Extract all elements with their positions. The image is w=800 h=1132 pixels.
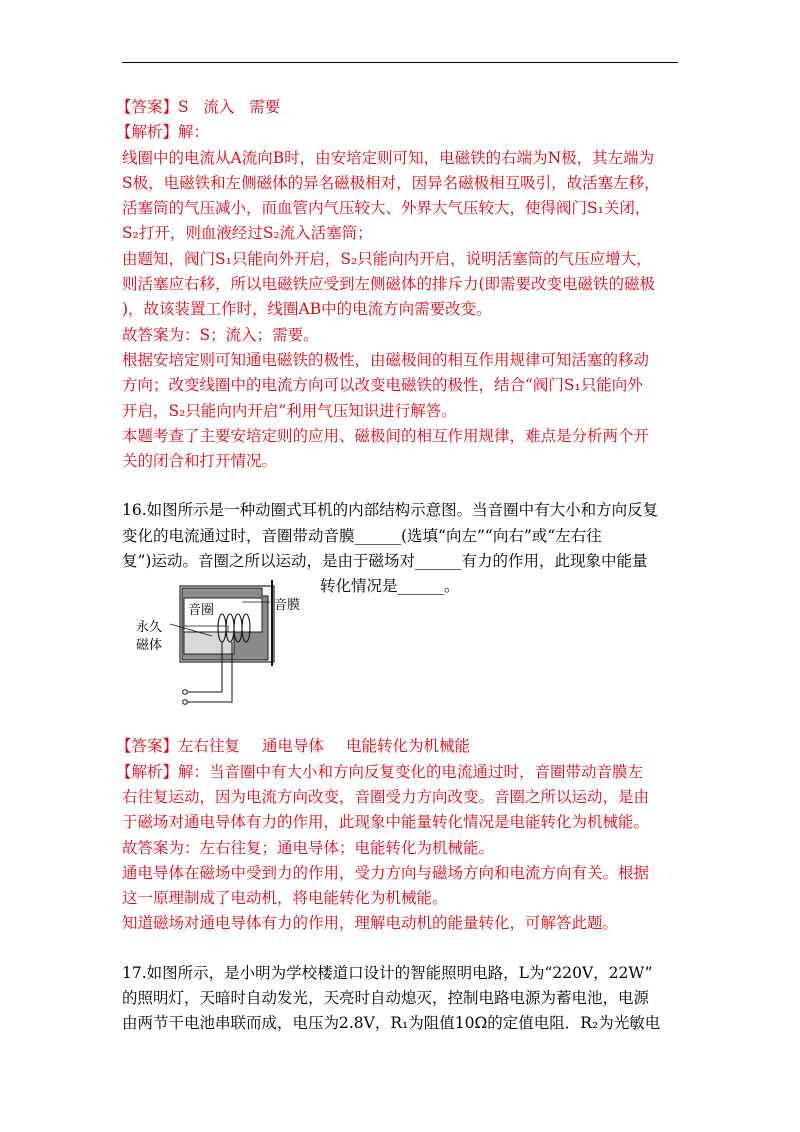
q15-analysis-line: 本题考查了主要安培定则的应用、磁极间的相互作用规律，难点是分析两个开 — [122, 426, 650, 445]
q17-question-line: 17.如图所示，是小明为学校楼道口设计的智能照明电路，L为“220V，22W” — [122, 963, 653, 982]
answer-tag: 【答案】 — [116, 98, 179, 116]
q17-question-line: 由两节干电池串联而成，电压为2.8V，R₁为阻值10Ω的定值电阻．R₂为光敏电 — [122, 1014, 661, 1033]
q16-analysis-line: 这一原理制成了电动机，将电能转化为机械能。 — [122, 889, 448, 908]
q15-analysis-line: 线圈中的电流从A流向B时，由安培定则可知，电磁铁的右端为N极，其左端为 — [122, 148, 655, 167]
q15-analysis-line: 关的闭合和打开情况。 — [122, 452, 278, 471]
q16-answer-line — [116, 734, 682, 759]
q15-analysis-line: S极，电磁铁和左侧磁体的异名磁极相对，因异名磁极相互吸引，故活塞左移， — [122, 173, 660, 192]
q16-analysis-line: 解：当音圈中有大小和方向反复变化的电流通过时，音圈带动音膜左 — [178, 762, 644, 781]
q16-answer-1: 左右往复 — [178, 737, 241, 756]
q15-analysis-line: 由题知，阀门S₁只能向外开启，S₂只能向内开启，说明活塞筒的气压应增大， — [122, 249, 652, 268]
q16-answer-2: 通电导体 — [262, 737, 325, 756]
q15-analysis-line: )，故该装置工作时，线圈AB中的电流方向需要改变。 — [122, 300, 492, 319]
answer-tag: 【答案】 — [116, 737, 179, 756]
q16-figure-row — [122, 574, 682, 734]
q15-answer-line — [116, 95, 682, 120]
q16-analysis-line: 右往复运动，因为电流方向改变，音圈受力方向改变。音圈之所以运动，是由 — [122, 787, 650, 806]
q17-question-line: 的照明灯，天暗时自动发光，天亮时自动熄灭，控制电路电源为蓄电池，电源 — [122, 989, 650, 1008]
q16-question-line: 变化的电流通过时，音圈带动音膜______(选填“向左”“向右”或“左右往 — [122, 526, 602, 545]
q16-analysis-line: 通电导体在磁场中受到力的作用，受力方向与磁场方向和电流方向有关。根据 — [122, 863, 650, 882]
q15-analysis-line: 活塞筒的气压减小，而血管内气压较大、外界大气压较大，使得阀门S₁关闭， — [122, 199, 651, 218]
analysis-tag: 【解析】 — [116, 123, 179, 142]
magnet-label-2: 磁体 — [136, 638, 163, 654]
membrane-label: 音膜 — [274, 598, 301, 614]
q15-analysis-line: 故答案为：S；流入；需要。 — [122, 325, 319, 344]
q16-question-line: 16.如图所示是一种动圈式耳机的内部结构示意图。当音圈中有大小和方向反复 — [122, 501, 659, 520]
q15-analysis-line: 解： — [178, 123, 210, 142]
q16-question-tail: 转化情况是______。 — [320, 577, 460, 596]
q15-analysis-line: 开启，S₂只能向内开启”利用气压知识进行解答。 — [122, 401, 457, 420]
q15-analysis-line: 则活塞应右移，所以电磁铁应受到左侧磁体的排斥力(即需要改变电磁铁的磁极 — [122, 275, 656, 294]
q16-analysis-line: 知道磁场对通电导体有力的作用，理解电动机的能量转化，可解答此题。 — [122, 914, 619, 933]
q16-question-line: 复”)运动。音圈之所以运动，是由于磁场对______有力的作用，此现象中能量 — [122, 552, 648, 571]
q15-answer: S 流入 需要 — [178, 98, 281, 116]
q16-analysis-line: 故答案为：左右往复；通电导体；电能转化为机械能。 — [122, 838, 495, 857]
q15-analysis-line: 根据安培定则可知通电磁铁的极性，由磁极间的相互作用规律可知活塞的移动 — [122, 350, 650, 369]
q15-analysis-head — [116, 120, 682, 145]
magnet-label-1: 永久 — [136, 620, 163, 636]
q16-answer-3: 电能转化为机械能 — [346, 737, 471, 756]
coil-label: 音圈 — [188, 599, 214, 618]
q15-analysis-line: S₂打开，则血液经过S₂流入活塞筒； — [122, 224, 373, 243]
analysis-tag: 【解析】 — [116, 762, 179, 781]
q16-analysis-line: 于磁场对通电导体有力的作用，此现象中能量转化情况是电能转化为机械能。 — [122, 813, 650, 832]
document-page — [116, 95, 682, 1037]
earphone-diagram — [122, 574, 322, 733]
q16-analysis-head — [116, 760, 682, 785]
q15-analysis-line: 方向；改变线圈中的电流方向可以改变电磁铁的极性，结合“阀门S₁只能向外 — [122, 376, 643, 395]
header-rule — [122, 62, 678, 63]
